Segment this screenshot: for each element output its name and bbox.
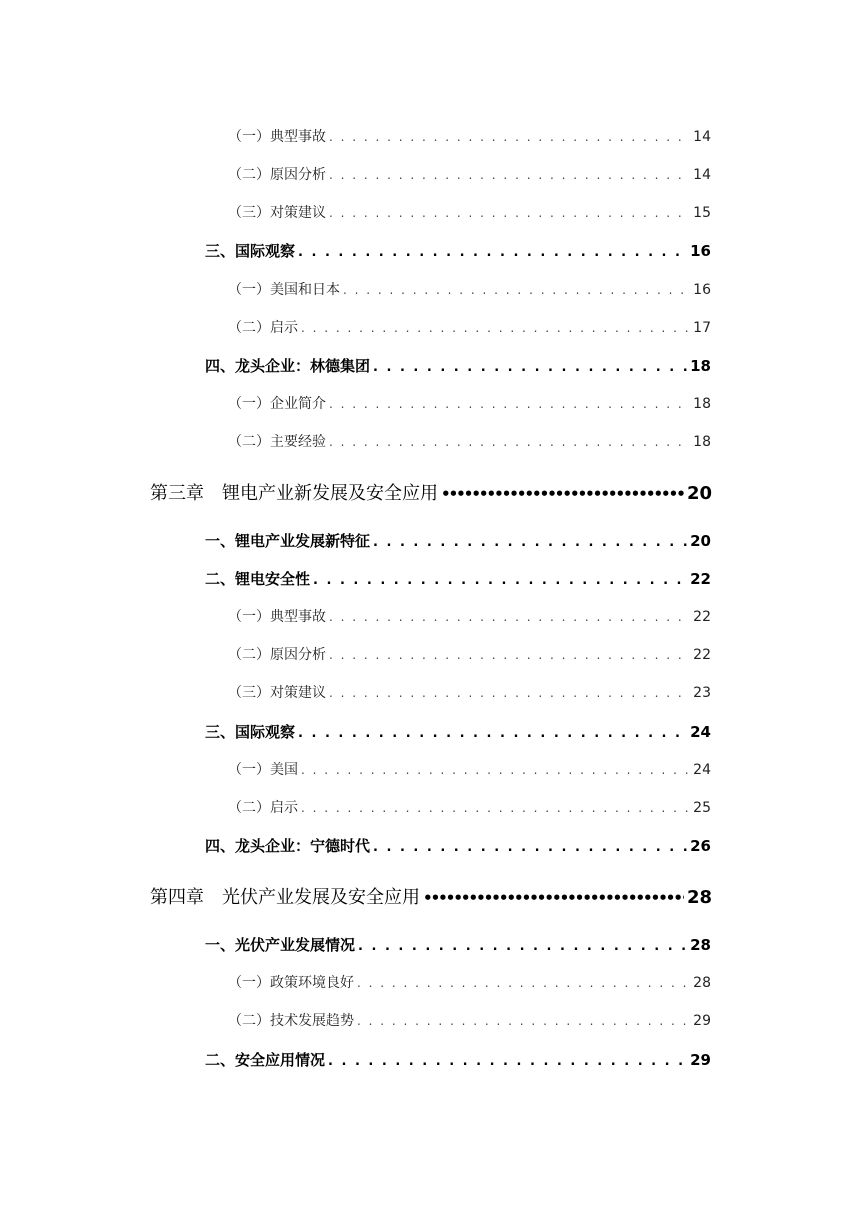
- dot-leader: [301, 801, 690, 815]
- dot-leader: [328, 1054, 687, 1069]
- toc-page-number: 15: [693, 205, 711, 221]
- dot-leader: [373, 840, 687, 855]
- toc-entry[interactable]: [228, 164, 711, 184]
- toc-entry-title: （一）美国和日本: [228, 282, 340, 298]
- toc-page-number: 22: [693, 647, 711, 663]
- toc-page-number: 14: [693, 167, 711, 183]
- toc-page-number: 22: [690, 570, 711, 588]
- toc-chapter-entry[interactable]: [150, 479, 712, 505]
- dot-leader: [343, 283, 690, 297]
- toc-entry-title: （三）对策建议: [228, 205, 326, 221]
- toc-entry-title: （二）技术发展趋势: [228, 1013, 354, 1029]
- toc-page-number: 18: [693, 434, 711, 450]
- toc-page-number: 29: [693, 1013, 711, 1029]
- dot-leader: [329, 648, 690, 662]
- toc-entry-title: （一）企业简介: [228, 396, 326, 412]
- toc-entry-title: （二）原因分析: [228, 167, 326, 183]
- dot-leader: [373, 535, 687, 550]
- toc-page-number: 16: [693, 282, 711, 298]
- toc-entry-title: 光伏产业发展及安全应用: [222, 887, 420, 908]
- toc-section-entry[interactable]: [205, 530, 711, 551]
- toc-entry-title: 四、龙头企业：宁德时代: [205, 837, 371, 855]
- toc-page-number: 28: [686, 887, 712, 908]
- toc-entry[interactable]: [228, 682, 711, 702]
- toc-page-number: 22: [693, 609, 711, 625]
- toc-section-entry[interactable]: [205, 835, 711, 856]
- toc-entry-title: 三、国际观察: [205, 723, 296, 741]
- toc-entry[interactable]: [228, 606, 711, 626]
- toc-page-number: 26: [690, 837, 711, 855]
- toc-page-number: 20: [686, 483, 712, 504]
- toc-entry-title: 二、安全应用情况: [205, 1051, 326, 1069]
- toc-entry-title: （二）启示: [228, 800, 298, 816]
- toc-page-number: 28: [690, 936, 711, 954]
- toc-entry[interactable]: [228, 393, 711, 413]
- dot-leader: [357, 976, 690, 990]
- toc-section-entry[interactable]: [205, 721, 711, 742]
- toc-entry-title: （三）对策建议: [228, 685, 326, 701]
- chapter-number: 第四章: [150, 887, 204, 908]
- dot-leader: [329, 435, 690, 449]
- toc-section-entry[interactable]: [205, 355, 711, 376]
- toc-page-number: 24: [693, 762, 711, 778]
- toc-entry[interactable]: [228, 1010, 711, 1030]
- toc-page-number: 17: [693, 320, 711, 336]
- toc-entry-title: 三、国际观察: [205, 242, 296, 260]
- toc-entry-title: （一）美国: [228, 762, 298, 778]
- toc-section-entry[interactable]: [205, 934, 711, 955]
- toc-entry-title: （一）典型事故: [228, 609, 326, 625]
- toc-entry[interactable]: [228, 202, 711, 222]
- toc-section-entry[interactable]: [205, 240, 711, 261]
- dot-leader: [441, 485, 684, 503]
- toc-entry-title: （二）主要经验: [228, 434, 326, 450]
- toc-entry[interactable]: [228, 279, 711, 299]
- toc-entry[interactable]: [228, 317, 711, 337]
- toc-entry[interactable]: [228, 644, 711, 664]
- dot-leader: [301, 321, 690, 335]
- toc-section-entry[interactable]: [205, 568, 711, 589]
- dot-leader: [423, 889, 684, 907]
- dot-leader: [301, 763, 690, 777]
- toc-page-number: 28: [693, 975, 711, 991]
- toc-page-number: 16: [690, 242, 711, 260]
- toc-page-number: 25: [693, 800, 711, 816]
- dot-leader: [329, 610, 690, 624]
- toc-entry-title: （二）启示: [228, 320, 298, 336]
- toc-chapter-entry[interactable]: [150, 883, 712, 909]
- toc-entry[interactable]: [228, 797, 711, 817]
- dot-leader: [329, 397, 690, 411]
- toc-page-number: 18: [693, 396, 711, 412]
- toc-page-number: 14: [693, 129, 711, 145]
- toc-entry[interactable]: [228, 126, 711, 146]
- dot-leader: [298, 726, 687, 741]
- dot-leader: [313, 573, 687, 588]
- toc-page-number: 24: [690, 723, 711, 741]
- toc-entry-title: （一）典型事故: [228, 129, 326, 145]
- dot-leader: [329, 168, 690, 182]
- chapter-number: 第三章: [150, 483, 204, 504]
- toc-entry-title: 一、光伏产业发展情况: [205, 936, 356, 954]
- toc-page-number: 20: [690, 532, 711, 550]
- dot-leader: [329, 686, 690, 700]
- toc-entry-title: 一、锂电产业发展新特征: [205, 532, 371, 550]
- toc-entry[interactable]: [228, 431, 711, 451]
- toc-entry-title: （二）原因分析: [228, 647, 326, 663]
- dot-leader: [357, 1014, 690, 1028]
- dot-leader: [329, 206, 690, 220]
- toc-entry-title: （一）政策环境良好: [228, 975, 354, 991]
- toc-entry-title: 二、锂电安全性: [205, 570, 311, 588]
- toc-section-entry[interactable]: [205, 1049, 711, 1070]
- dot-leader: [358, 939, 687, 954]
- dot-leader: [298, 245, 687, 260]
- toc-page-number: 29: [690, 1051, 711, 1069]
- toc-entry[interactable]: [228, 972, 711, 992]
- toc-page-number: 18: [690, 357, 711, 375]
- dot-leader: [329, 130, 690, 144]
- dot-leader: [373, 360, 687, 375]
- toc-entry-title: 四、龙头企业：林德集团: [205, 357, 371, 375]
- toc-page-number: 23: [693, 685, 711, 701]
- toc-entry-title: 锂电产业新发展及安全应用: [222, 483, 438, 504]
- toc-entry[interactable]: [228, 759, 711, 779]
